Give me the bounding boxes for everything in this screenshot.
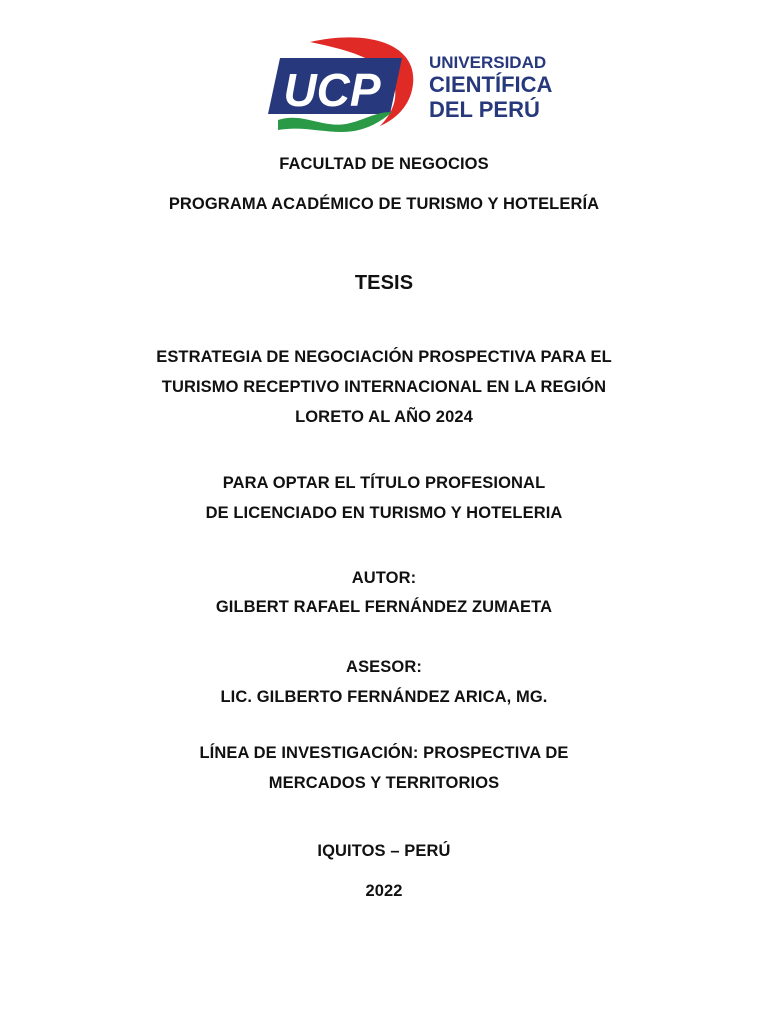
degree-purpose-line-2: DE LICENCIADO EN TURISMO Y HOTELERIA	[205, 504, 563, 522]
author-label: AUTOR:	[351, 569, 417, 587]
advisor-name: LIC. GILBERTO FERNÁNDEZ ARICA, MG.	[220, 688, 548, 706]
advisor-label: ASESOR:	[346, 658, 422, 676]
thesis-title-line-1: ESTRATEGIA DE NEGOCIACIÓN PROSPECTIVA PARA EL	[156, 348, 612, 366]
logo-mark-text: UCP	[283, 64, 381, 116]
document-type: TESIS	[354, 272, 414, 294]
place: IQUITOS – PERÚ	[317, 842, 451, 860]
program-name: PROGRAMA ACADÉMICO DE TURISMO Y HOTELERÍA	[168, 195, 600, 213]
degree-purpose-line-1: PARA OPTAR EL TÍTULO PROFESIONAL	[222, 474, 546, 492]
logo-name-line1: UNIVERSIDAD	[429, 53, 547, 72]
logo-name-line3: DEL PERÚ	[429, 97, 540, 122]
year: 2022	[365, 882, 403, 900]
thesis-title-line-2: TURISMO RECEPTIVO INTERNACIONAL EN LA REGIÓN	[161, 378, 607, 396]
research-line-1: LÍNEA DE INVESTIGACIÓN: PROSPECTIVA DE	[199, 744, 569, 762]
logo-name-line2: CIENTÍFICA	[429, 72, 552, 97]
research-line-2: MERCADOS Y TERRITORIOS	[268, 774, 500, 792]
thesis-title-line-3: LORETO AL AÑO 2024	[295, 408, 473, 426]
author-name: GILBERT RAFAEL FERNÁNDEZ ZUMAETA	[215, 598, 553, 616]
faculty-name: FACULTAD DE NEGOCIOS	[279, 155, 489, 173]
university-logo	[262, 28, 552, 140]
